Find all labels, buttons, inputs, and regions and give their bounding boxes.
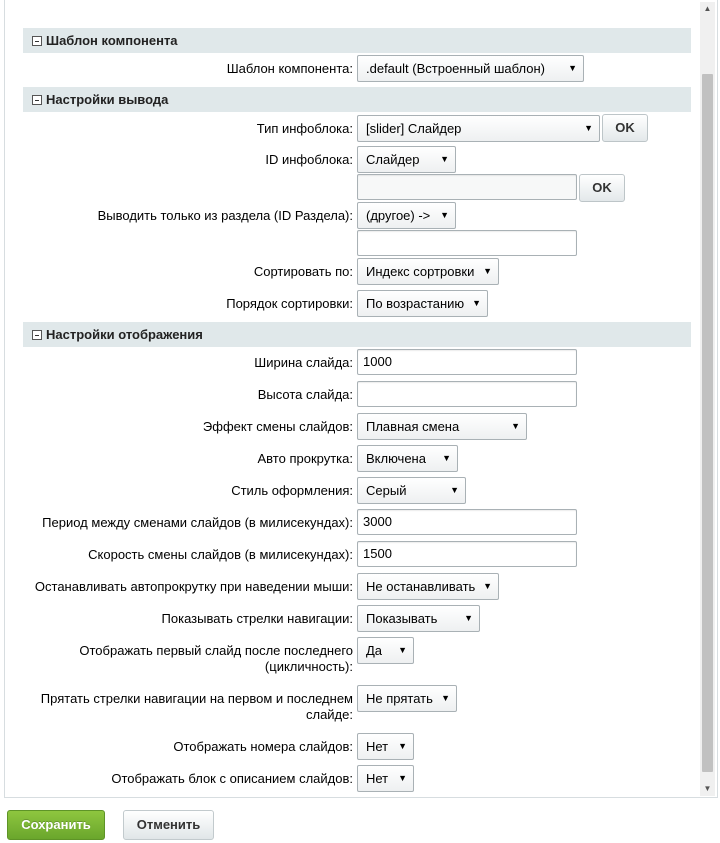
dropdown-arrow-icon: ▼ <box>472 298 481 308</box>
collapse-icon[interactable] <box>32 95 42 105</box>
pause-hover-select[interactable]: Не останавливать ▼ <box>357 573 499 600</box>
slide-height-input[interactable] <box>357 381 577 407</box>
hide-arrows-label: Прятать стрелки навигации на первом и последнем слайде: <box>40 691 353 722</box>
iblock-type-select[interactable]: [slider] Слайдер ▼ <box>357 115 600 142</box>
section-id-label: Выводить только из раздела (ID Раздела): <box>97 208 353 223</box>
iblock-id-select[interactable]: Слайдер ▼ <box>357 146 456 173</box>
dropdown-arrow-icon: ▼ <box>483 266 492 276</box>
period-input[interactable]: 3000 <box>357 509 577 535</box>
iblock-id-label: ID инфоблока: <box>265 152 353 167</box>
autoscroll-label: Авто прокрутка: <box>257 451 353 466</box>
section-id-select[interactable]: (другое) -> ▼ <box>357 202 456 229</box>
scroll-down-arrow-icon[interactable]: ▼ <box>703 784 712 793</box>
style-select[interactable]: Серый ▼ <box>357 477 466 504</box>
hide-arrows-select[interactable]: Не прятать ▼ <box>357 685 457 712</box>
settings-panel <box>4 0 718 798</box>
iblock-id-ok-button[interactable]: OK <box>579 174 625 202</box>
cycle-select[interactable]: Да ▼ <box>357 637 414 664</box>
speed-input[interactable]: 1500 <box>357 541 577 567</box>
show-arrows-select[interactable]: Показывать ▼ <box>357 605 480 632</box>
dropdown-arrow-icon: ▼ <box>483 581 492 591</box>
section-id-input[interactable] <box>357 230 577 256</box>
dropdown-arrow-icon: ▼ <box>398 741 407 751</box>
component-template-label: Шаблон компонента: <box>226 61 353 76</box>
dropdown-arrow-icon: ▼ <box>398 773 407 783</box>
scroll-thumb[interactable] <box>702 74 713 772</box>
show-arrows-label: Показывать стрелки навигации: <box>161 611 353 626</box>
iblock-type-ok-button[interactable]: OK <box>602 114 648 142</box>
slide-width-input[interactable]: 1000 <box>357 349 577 375</box>
effect-select[interactable]: Плавная смена ▼ <box>357 413 527 440</box>
pause-hover-label: Останавливать автопрокрутку при наведении мыши: <box>34 579 353 594</box>
vertical-scrollbar[interactable] <box>700 2 715 796</box>
save-button[interactable]: Сохранить <box>7 810 105 840</box>
period-label: Период между сменами слайдов (в милисекундах): <box>42 515 353 530</box>
dropdown-arrow-icon: ▼ <box>398 645 407 655</box>
sort-order-label: Порядок сортировки: <box>226 296 353 311</box>
slide-height-label: Высота слайда: <box>257 387 353 402</box>
sort-by-select[interactable]: Индекс сортровки ▼ <box>357 258 499 285</box>
dropdown-arrow-icon: ▼ <box>440 154 449 164</box>
collapse-icon[interactable] <box>32 36 42 46</box>
section-display-header[interactable]: Настройки отображения <box>23 322 691 347</box>
dropdown-arrow-icon: ▼ <box>568 63 577 73</box>
iblock-id-input[interactable] <box>357 174 577 200</box>
speed-label: Скорость смены слайдов (в милисекундах): <box>88 547 353 562</box>
section-template-header[interactable]: Шаблон компонента <box>23 28 691 53</box>
show-description-select[interactable]: Нет ▼ <box>357 765 414 792</box>
dropdown-arrow-icon: ▼ <box>464 613 473 623</box>
sort-by-label: Сортировать по: <box>253 264 353 279</box>
show-numbers-label: Отображать номера слайдов: <box>173 739 353 754</box>
style-label: Стиль оформления: <box>231 483 353 498</box>
cycle-label: Отображать первый слайд после последнего (цикличность): <box>79 643 353 674</box>
iblock-type-label: Тип инфоблока: <box>256 121 353 136</box>
effect-label: Эффект смены слайдов: <box>202 419 353 434</box>
sort-order-select[interactable]: По возрастанию ▼ <box>357 290 488 317</box>
autoscroll-select[interactable]: Включена ▼ <box>357 445 458 472</box>
scroll-up-arrow-icon[interactable]: ▲ <box>703 4 712 13</box>
section-output-header[interactable]: Настройки вывода <box>23 87 691 112</box>
show-numbers-select[interactable]: Нет ▼ <box>357 733 414 760</box>
collapse-icon[interactable] <box>32 330 42 340</box>
show-description-label: Отображать блок с описанием слайдов: <box>111 771 353 786</box>
dropdown-arrow-icon: ▼ <box>442 453 451 463</box>
slide-width-label: Ширина слайда: <box>254 355 353 370</box>
component-template-select[interactable]: .default (Встроенный шаблон) ▼ <box>357 55 584 82</box>
dropdown-arrow-icon: ▼ <box>440 210 449 220</box>
dropdown-arrow-icon: ▼ <box>450 485 459 495</box>
dropdown-arrow-icon: ▼ <box>511 421 520 431</box>
dropdown-arrow-icon: ▼ <box>584 123 593 133</box>
cancel-button[interactable]: Отменить <box>123 810 214 840</box>
dropdown-arrow-icon: ▼ <box>441 693 450 703</box>
